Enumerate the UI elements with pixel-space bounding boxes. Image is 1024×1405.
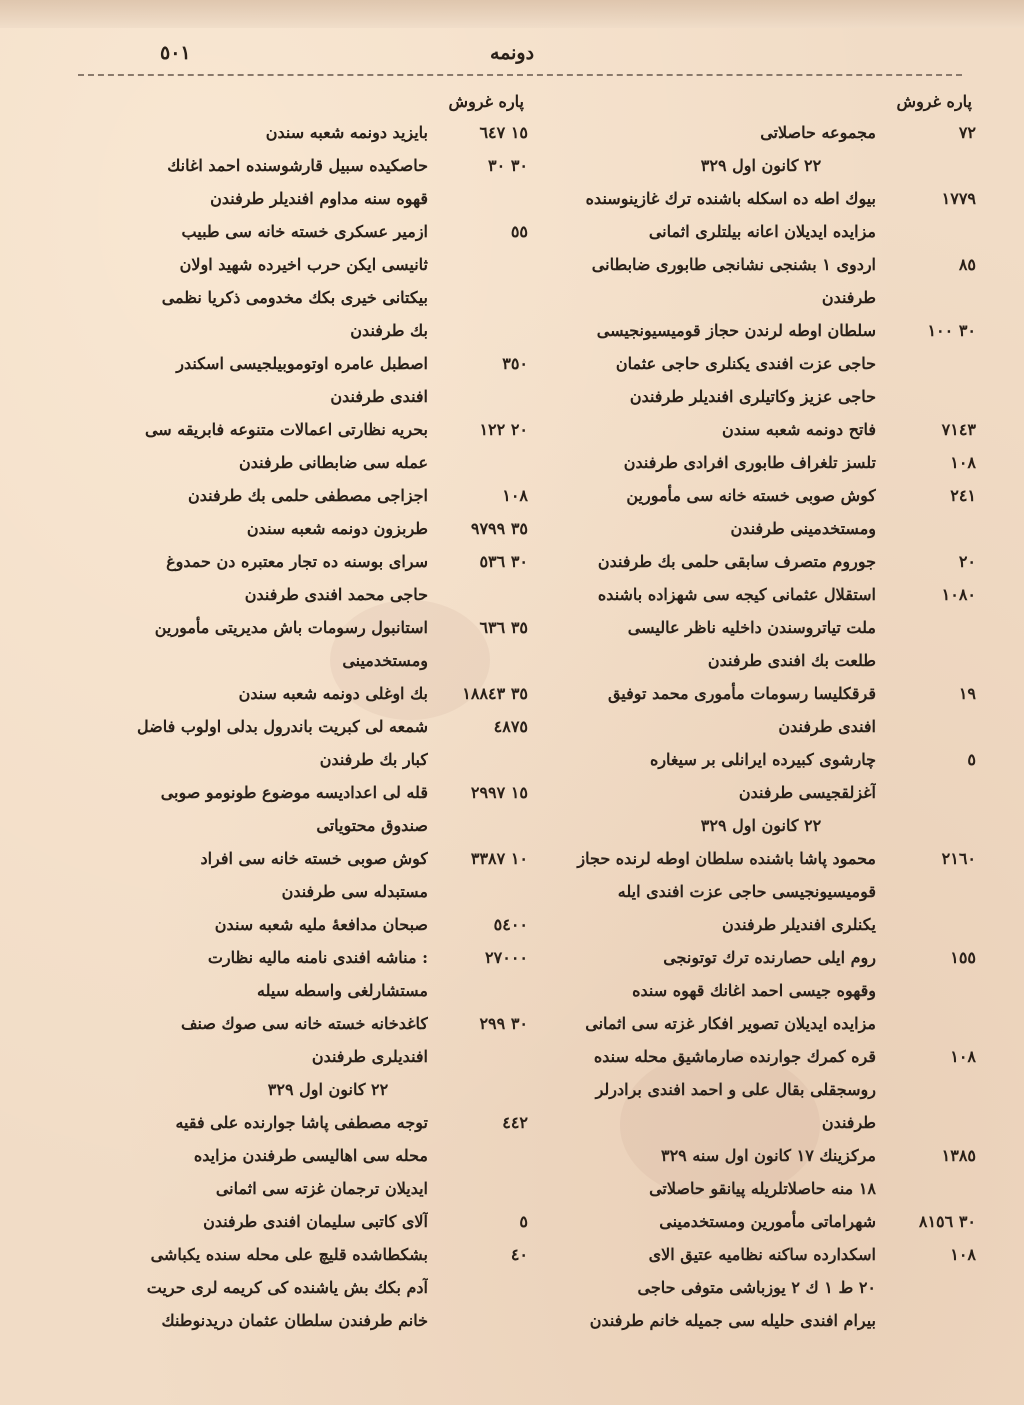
entry-text-line: بك اوغلی دونمه شعبه سندن [238, 684, 428, 703]
entry-text-line: ومستخدمینی [342, 651, 428, 670]
entry-description [506, 479, 876, 545]
entry-text-line: ازمیر عسكری خسته خانه سی طبیب [181, 222, 428, 241]
entry-text-line: روسجقلی بقال علی و احمد افندی برادرلر [595, 1080, 876, 1099]
entry-text-line: ملت تیاتروسندن داخلیه ناظر عالیسی [627, 618, 876, 637]
entry-amount: ٥٤٠٠ [493, 915, 528, 934]
entry-description [88, 215, 428, 347]
entry-text-line: اسكدارده ساكنه نظامیه عتیق الای [648, 1245, 876, 1264]
entry-text-line: حاجی عزت افندی یكنلری حاجی عثمان [615, 354, 876, 373]
entry-text-line: : مناشه افندی نامنه مالیه نظارت [207, 948, 428, 967]
entry-amount: ١٥٥ [950, 948, 976, 967]
ledger-entry [506, 1139, 976, 1205]
entry-text-line: حاجی عزیز وكاتیلری افندیلر طرفندن [629, 387, 876, 406]
entry-description [88, 677, 428, 710]
ledger-entry [88, 347, 528, 413]
entry-description [506, 842, 876, 941]
entry-text-line: اجزاجی مصطفی حلمی بك طرفندن [187, 486, 428, 505]
right-column [506, 88, 976, 1337]
entry-amount: ١٠٨ [950, 453, 976, 472]
entry-text-line: شمعه لی كبریت باندرول بدلی اولوب فاضل [137, 717, 428, 736]
ledger-entry [506, 941, 976, 1040]
entry-text-line: بیكتانی خیری بكك مخدومی ذكریا نظمی [161, 288, 428, 307]
entry-amount: ١٠٨٠ [941, 585, 976, 604]
entry-text-line: قله لی اعدادیسه موضوع طونومو صوبی [160, 783, 428, 802]
ledger-entry [88, 908, 528, 941]
entry-amount: ٣٠ ١٠٠ [927, 321, 976, 340]
ledger-entry [88, 776, 528, 842]
entry-amount: ٧١٤٣ [941, 420, 976, 439]
entry-description [506, 1238, 876, 1337]
entry-text-line: ١٨ منه حاصلاتلریله پیانقو حاصلاتی [649, 1179, 876, 1198]
entry-text-line: قره كمرك جوارنده صارماشیق محله سنده [593, 1047, 876, 1066]
entry-text-line: طرفندن [821, 288, 876, 307]
entry-text-line: قرقكلیسا رسومات مأموری محمد توفیق [607, 684, 876, 703]
entry-text-line: توجه مصطفی پاشا جوارنده علی فقیه [175, 1113, 428, 1132]
entry-text-line: صندوق محتویاتی [316, 816, 428, 835]
entry-text-line: كوش صوبی خسته خانه سی افراد [200, 849, 428, 868]
entry-description [88, 413, 428, 479]
date-line: ٢٢ كانون اول ٣٢٩ [700, 156, 822, 175]
left-column-entries [88, 116, 528, 1337]
entry-amount: ١٣٨٥ [941, 1146, 976, 1165]
entry-description [88, 1106, 428, 1205]
ledger-entry [506, 446, 976, 479]
entry-text-line: بیوك اطه ده اسكله باشنده ترك غازینوسنده [585, 189, 876, 208]
entry-text-line: حاجی محمد افندی طرفندن [244, 585, 428, 604]
entry-text-line: یكنلری افندیلر طرفندن [722, 915, 876, 934]
entry-text-line: افندی طرفندن [778, 717, 876, 736]
entry-text-line: طرفندن [821, 1113, 876, 1132]
entry-text-line: ومستخدمینی طرفندن [730, 519, 876, 538]
entry-text-line: فاتح دونمه شعبه سندن [721, 420, 876, 439]
entry-text-line: ٢٠ ط ١ ك ٢ یوزباشی متوفی حاجی [637, 1278, 876, 1297]
entry-text-line: آغزلقجیسی طرفندن [738, 783, 876, 802]
entry-text-line: استقلال عثمانی كیجه سی شهزاده باشنده [597, 585, 876, 604]
entry-description [88, 1007, 428, 1073]
ledger-entry [506, 116, 976, 149]
entry-description [506, 314, 876, 413]
entry-text-line: ایدیلان ترجمان غزته سی اثمانی [215, 1179, 428, 1198]
entry-description [506, 182, 876, 248]
entry-text-line: مزایده ایدیلان تصویر افكار غزته سی اثمانی [585, 1014, 876, 1033]
entry-description [506, 743, 876, 809]
entry-amount: ٣٠ ٨١٥٦ [918, 1212, 976, 1231]
ledger-entry [88, 677, 528, 710]
entry-amount: ٧٢ [958, 123, 976, 142]
entry-text-line: بحریه نظارتی اعمالات متنوعه فابریقه سی [144, 420, 428, 439]
right-column-entries [506, 116, 976, 1337]
entry-description [88, 1238, 428, 1337]
entry-description [506, 116, 876, 149]
entry-text-line: آلای كاتبی سلیمان افندی طرفندن [203, 1212, 428, 1231]
date-line: ٢٢ كانون اول ٣٢٩ [700, 816, 822, 835]
top-edge-band [0, 0, 1024, 28]
entry-text-line: سرای بوسنه ده تجار معتبره دن حمدوغ [166, 552, 428, 571]
entry-description [88, 611, 428, 677]
ledger-entry [506, 842, 976, 941]
entry-text-line: جوروم متصرف سابقی حلمی بك طرفندن [597, 552, 876, 571]
entry-text-line: كوش صوبی خسته خانه سی مأمورین [626, 486, 876, 505]
ledger-entry [506, 1040, 976, 1139]
entry-description [88, 347, 428, 413]
entry-description [506, 248, 876, 314]
entry-text-line: طربزون دونمه شعبه سندن [246, 519, 428, 538]
entry-amount: ٣٠ ٣٠ [488, 156, 528, 175]
entry-text-line: بشكطاشده قلیچ علی محله سنده یكباشی [150, 1245, 428, 1264]
entry-description [88, 116, 428, 149]
ledger-entry [506, 1238, 976, 1337]
ledger-entry [88, 215, 528, 347]
entry-text-line: مجموعه حاصلاتی [760, 123, 876, 142]
ledger-entry [88, 479, 528, 512]
entry-text-line: بایزید دونمه شعبه سندن [265, 123, 428, 142]
entry-amount: ٣٠ ٥٣٦ [479, 552, 528, 571]
entry-text-line: سلطان اوطه لرندن حجاز قومیسیونجیسی [596, 321, 876, 340]
entry-amount: ٣٥ ١٨٨٤٣ [462, 684, 528, 703]
entry-description [88, 512, 428, 545]
ledger-entry [506, 743, 976, 809]
entry-amount: ١٥ ٦٤٧ [479, 123, 528, 142]
page-header [60, 38, 964, 72]
entry-amount: ٣٥ ٩٧٩٩ [470, 519, 528, 538]
entry-text-line: قومیسیونجیسی حاجی عزت افندی ایله [617, 882, 876, 901]
entry-description [506, 1139, 876, 1205]
entry-text-line: مزایده ایدیلان اعانه بیلتلری اثمانی [648, 222, 876, 241]
column-header: پاره غروش [896, 92, 972, 111]
entry-amount: ٢٧٠٠٠ [485, 948, 528, 967]
ledger-entry [88, 1238, 528, 1337]
entry-text-line: چارشوی كبیرده ایرانلی بر سیغاره [649, 750, 876, 769]
entry-amount: ٨٥ [958, 255, 976, 274]
entry-text-line: حاصكیده سبیل قارشوسنده احمد اغانك [167, 156, 428, 175]
entry-text-line: شهراماتی مأمورین ومستخدمینی [659, 1212, 876, 1231]
entry-description [88, 908, 428, 941]
entry-description [88, 479, 428, 512]
ledger-entry [506, 248, 976, 314]
entry-amount: ٢١٦٠ [941, 849, 976, 868]
column-header: پاره غروش [448, 92, 524, 111]
header-rule [78, 74, 962, 76]
entry-amount: ١٠ ٣٣٨٧ [470, 849, 528, 868]
entry-text-line: عمله سی ضابطانی طرفندن [238, 453, 428, 472]
entry-amount: ٣٥ ٦٣٦ [479, 618, 528, 637]
ledger-entry [506, 413, 976, 446]
entry-amount: ١٥ ٢٩٩٧ [470, 783, 528, 802]
entry-description [506, 446, 876, 479]
ledger-entry [88, 842, 528, 908]
entry-text-line: مستبدله سی طرفندن [281, 882, 428, 901]
entry-text-line: افندی طرفندن [330, 387, 428, 406]
ledger-entry [506, 1205, 976, 1238]
entry-description [506, 413, 876, 446]
entry-text-line: بك طرفندن [350, 321, 428, 340]
ledger-entry [506, 182, 976, 248]
entry-amount: ١٠٨ [502, 486, 528, 505]
entry-amount: ١٠٨ [950, 1047, 976, 1066]
ledger-entry [88, 1007, 528, 1073]
entry-amount: ٥٥ [510, 222, 528, 241]
entry-description [88, 1205, 428, 1238]
entry-amount: ٥ [967, 750, 976, 769]
entry-amount: ٣٠ ٢٩٩ [479, 1014, 528, 1033]
entry-amount: ٥ [519, 1212, 528, 1231]
entry-description [88, 545, 428, 611]
entry-text-line: محله سی اهالیسی طرفندن مزایده [193, 1146, 428, 1165]
entry-description [88, 710, 428, 776]
ledger-entry [88, 149, 528, 215]
ledger-entry [506, 545, 976, 578]
entry-text-line: مستشارلغی واسطه سیله [256, 981, 428, 1000]
ledger-entry [88, 1205, 528, 1238]
ledger-entry [88, 1106, 528, 1205]
ledger-entry [506, 677, 976, 743]
entry-description [88, 149, 428, 215]
entry-description [506, 578, 876, 677]
entry-text-line: روم ایلی حصارنده ترك توتونجی [663, 948, 876, 967]
ledger-entry [88, 512, 528, 545]
entry-text-line: طلعت بك افندی طرفندن [707, 651, 876, 670]
entry-amount: ٢٤١ [950, 486, 976, 505]
ledger-entry [88, 413, 528, 479]
entry-description [88, 941, 428, 1007]
entry-description [506, 1205, 876, 1238]
ledger-entry [88, 116, 528, 149]
entry-text-line: بیرام افندی حلیله سی جمیله خانم طرفندن [589, 1311, 876, 1330]
entry-amount: ١٩ [958, 684, 976, 703]
entry-amount: ٤٠ [510, 1245, 528, 1264]
entry-amount: ٣٥٠ [502, 354, 528, 373]
entry-description [88, 776, 428, 842]
entry-amount: ٢٠ ١٢٢ [479, 420, 528, 439]
entry-text-line: اردوی ١ بشنجی نشانجی طابوری ضابطانی [591, 255, 876, 274]
ledger-entry [88, 710, 528, 776]
entry-text-line: محمود پاشا باشنده سلطان اوطه لرنده حجاز [577, 849, 876, 868]
entry-amount: ٢٠ [958, 552, 976, 571]
entry-text-line: تلسز تلغراف طابوری افرادی طرفندن [623, 453, 876, 472]
entry-text-line: آدم بكك بش یاشنده كی كریمه لری حریت [146, 1278, 428, 1297]
entry-description [88, 842, 428, 908]
ledger-entry [506, 578, 976, 677]
entry-text-line: ثانیسی ایكن حرب اخیرده شهید اولان [179, 255, 428, 274]
entry-description [506, 545, 876, 578]
page-number: ٥٠١ [160, 42, 191, 64]
entry-description [506, 677, 876, 743]
entry-text-line: صبحان مدافعهٔ ملیه شعبه سندن [214, 915, 428, 934]
ledger-entry [88, 941, 528, 1007]
page-title: دونمه [489, 42, 535, 64]
ledger-entry [88, 611, 528, 677]
entry-amount: ٤٤٢ [502, 1113, 528, 1132]
ledger-entry [88, 545, 528, 611]
entry-description [506, 1040, 876, 1139]
entry-text-line: كاغدخانه خسته خانه سی صوك صنف [180, 1014, 428, 1033]
date-line: ٢٢ كانون اول ٣٢٩ [267, 1080, 389, 1099]
left-column [88, 88, 528, 1337]
entry-text-line: كبار بك طرفندن [319, 750, 428, 769]
entry-text-line: خانم طرفندن سلطان عثمان دریدنوطنك [161, 1311, 428, 1330]
entry-description [506, 941, 876, 1040]
entry-text-line: اصطبل عامره اوتوموبیلجیسی اسكندر [176, 354, 428, 373]
entry-text-line: وقهوه جیسی احمد اغانك قهوه سنده [632, 981, 876, 1000]
entry-amount: ١٠٨ [950, 1245, 976, 1264]
entry-amount: ١٧٧٩ [941, 189, 976, 208]
ledger-entry [506, 479, 976, 545]
entry-text-line: قهوه سنه مداوم افندیلر طرفندن [210, 189, 428, 208]
ledger-entry [506, 314, 976, 413]
entry-text-line: استانبول رسومات باش مدیریتی مأمورین [154, 618, 428, 637]
entry-text-line: مركزینك ١٧ كانون اول سنه ٣٢٩ [660, 1146, 876, 1165]
entry-text-line: افندیلری طرفندن [311, 1047, 428, 1066]
entry-amount: ٤٨٧٥ [493, 717, 528, 736]
